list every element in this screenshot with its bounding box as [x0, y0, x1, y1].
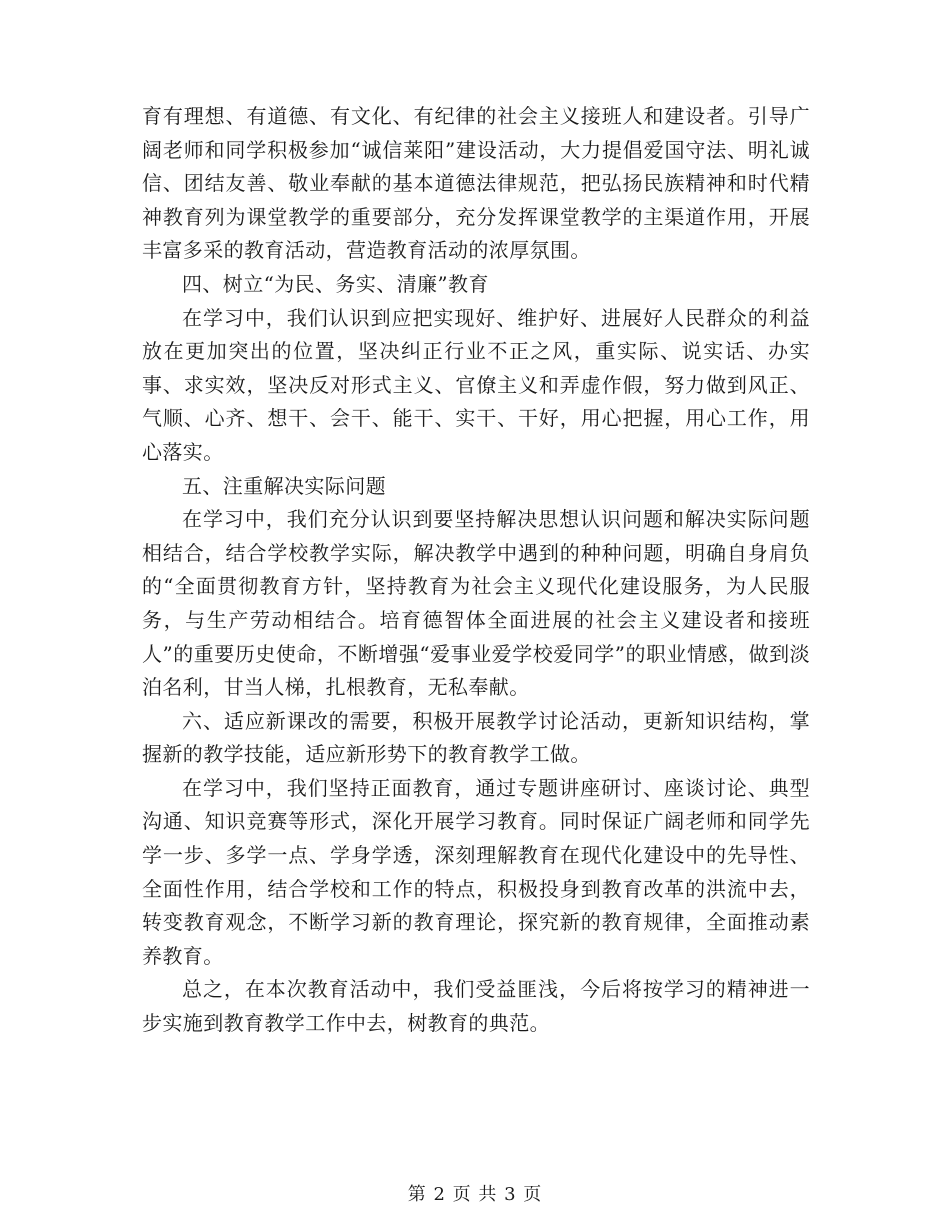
paragraph-section-six: 在学习中，我们坚持正面教育，通过专题讲座研讨、座谈讨论、典型沟通、知识竞赛等形式，深化开展学习教育。同时保证广阔老师和同学先学一步、多学一点、学身学透，深刻理解教育在现代化建设中的先导性、全面性作用，结合学校和工作的特点，积极投身到教育改革的洪流中去，转变教育观念，不断学习新的教育理论，探究新的教育规律，全面推动素养教育。 [142, 775, 810, 968]
section-heading-six: 六、适应新课改的需要，积极开展教学讨论活动，更新知识结构，掌握新的教学技能，适应新形势下的教育教学工做。 [142, 708, 810, 767]
section-heading-five: 五、注重解决实际问题 [182, 473, 386, 498]
page-number-footer: 第 2 页 共 3 页 [407, 1184, 543, 1205]
paragraph-section-five: 在学习中，我们充分认识到要坚持解决思想认识问题和解决实际问题相结合，结合学校教学实际，解决教学中遇到的种种问题，明确自身肩负的“全面贯彻教育方针，坚持教育为社会主义现代化建设服务，为人民服务，与生产劳动相结合。培育德智体全面进展的社会主义建设者和接班人”的重要历史使命，不断增强“爱事业爱学校爱同学”的职业情感，做到淡泊名利，甘当人梯，扎根教育，无私奉献。 [142, 507, 810, 700]
paragraph-section-four: 在学习中，我们认识到应把实现好、维护好、进展好人民群众的利益放在更加突出的位置，坚决纠正行业不正之风，重实际、说实话、办实事、求实效，坚决反对形式主义、官僚主义和弄虚作假，努力做到风正、气顺、心齐、想干、会干、能干、实干、干好，用心把握，用心工作，用心落实。 [142, 305, 810, 464]
paragraph-continuation: 育有理想、有道德、有文化、有纪律的社会主义接班人和建设者。引导广阔老师和同学积极参加“诚信莱阳”建设活动，大力提倡爱国守法、明礼诚信、团结友善、敬业奉献的基本道德法律规范，把弘扬民族精神和时代精神教育列为课堂教学的重要部分，充分发挥课堂教学的主渠道作用，开展丰富多采的教育活动，营造教育活动的浓厚氛围。 [142, 104, 810, 263]
section-heading-four: 四、树立“为民、务实、清廉”教育 [182, 271, 489, 296]
document-body [142, 100, 810, 1041]
paragraph-conclusion: 总之，在本次教育活动中，我们受益匪浅，今后将按学习的精神进一步实施到教育教学工作中去，树教育的典范。 [142, 977, 810, 1036]
